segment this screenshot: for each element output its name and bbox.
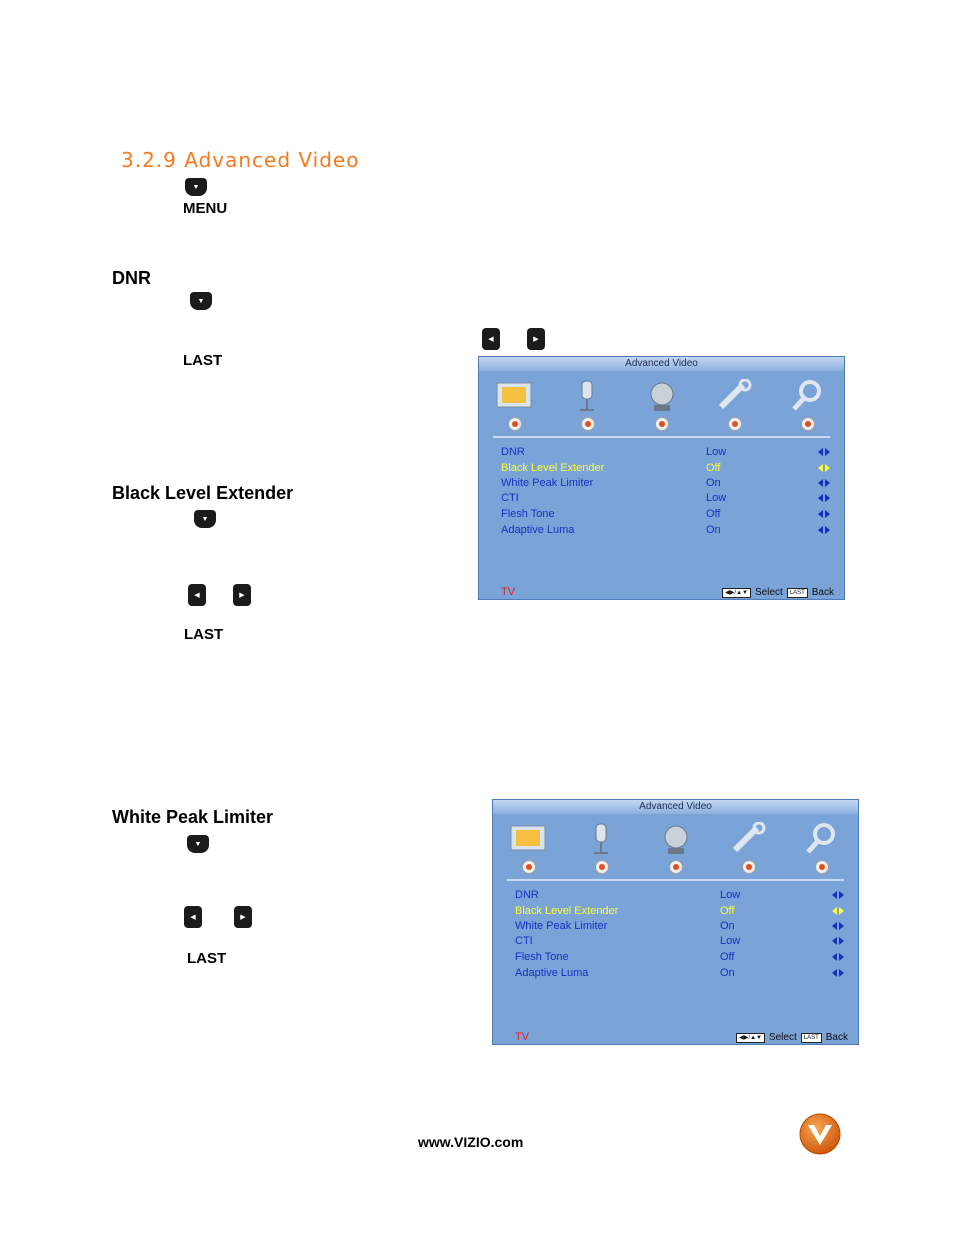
nav-key-icon: ◀▶/▲▼ <box>736 1033 765 1043</box>
menu-label: MENU <box>183 200 228 217</box>
wpl-heading: White Peak Limiter <box>112 807 274 827</box>
right-button-icon: ▶ <box>234 906 252 928</box>
osd-indicator <box>580 860 624 874</box>
osd-row-cti: CTI Low <box>515 935 844 950</box>
audio-icon <box>566 379 610 413</box>
osd-hint <box>736 1032 848 1043</box>
ble-last-label: LAST <box>184 626 224 643</box>
left-right-arrow-icon <box>818 448 830 456</box>
last-key-icon: LAST <box>787 588 808 598</box>
osd-input-label: TV <box>515 1031 530 1043</box>
osd-indicator <box>493 417 537 431</box>
dnr-heading: DNR <box>112 268 151 288</box>
osd-back-label: Back <box>811 587 834 598</box>
left-right-arrow-icon <box>832 937 844 945</box>
down-button-icon: ▼ <box>190 292 212 310</box>
osd-input-label: TV <box>501 586 516 598</box>
left-right-arrow-icon <box>832 953 844 961</box>
osd-hint <box>722 587 834 598</box>
setup-wrench-icon <box>713 379 757 413</box>
down-button-icon: ▼ <box>187 835 209 853</box>
down-button-icon: ▼ <box>194 510 216 528</box>
osd-title: Advanced Video <box>493 800 858 814</box>
left-right-arrow-icon <box>818 494 830 502</box>
osd-row-white-peak-limiter: White Peak Limiter On <box>501 477 830 492</box>
right-button-icon: ▶ <box>527 328 545 350</box>
wpl-last-label: LAST <box>187 950 227 967</box>
tv-antenna-icon <box>654 822 698 856</box>
osd-row-black-level-extender: Black Level Extender Off <box>501 462 830 477</box>
search-icon <box>800 822 844 856</box>
osd-title: Advanced Video <box>479 357 844 371</box>
osd-row-flesh-tone: Flesh Tone Off <box>501 508 830 523</box>
osd-screenshot-advanced-video <box>478 356 845 600</box>
left-right-arrow-icon <box>818 526 830 534</box>
osd-footer <box>493 1030 858 1044</box>
dnr-last-label: LAST <box>183 352 223 369</box>
right-button-icon: ▶ <box>233 584 251 606</box>
left-button-icon: ◀ <box>184 906 202 928</box>
osd-row-adaptive-luma: Adaptive Luma On <box>515 967 844 982</box>
osd-select-label: Select <box>768 1032 797 1043</box>
osd-row-black-level-extender: Black Level Extender Off <box>515 905 844 920</box>
left-button-icon: ◀ <box>482 328 500 350</box>
osd-indicator <box>713 417 757 431</box>
left-right-arrow-icon <box>818 464 830 472</box>
osd-indicator <box>566 417 610 431</box>
osd-indicator <box>507 860 551 874</box>
osd-divider <box>493 436 830 438</box>
osd-indicator <box>654 860 698 874</box>
osd-row-cti: CTI Low <box>501 492 830 507</box>
left-right-arrow-icon <box>818 510 830 518</box>
osd-indicator <box>786 417 830 431</box>
osd-indicator <box>800 860 844 874</box>
ble-heading: Black Level Extender <box>112 483 294 503</box>
osd-row-dnr: DNR Low <box>515 889 844 904</box>
down-button-icon: ▼ <box>185 178 207 196</box>
vizio-logo-icon <box>798 1112 842 1161</box>
nav-key-icon: ◀▶/▲▼ <box>722 588 751 598</box>
audio-icon <box>580 822 624 856</box>
left-right-arrow-icon <box>818 479 830 487</box>
osd-row-flesh-tone: Flesh Tone Off <box>515 951 844 966</box>
osd-back-label: Back <box>825 1032 848 1043</box>
osd-screenshot-advanced-video-2 <box>492 799 859 1045</box>
setup-wrench-icon <box>727 822 771 856</box>
search-icon <box>786 379 830 413</box>
osd-indicator <box>640 417 684 431</box>
osd-row-adaptive-luma: Adaptive Luma On <box>501 524 830 539</box>
osd-icon-bar <box>507 822 844 858</box>
left-right-arrow-icon <box>832 969 844 977</box>
tv-antenna-icon <box>640 379 684 413</box>
last-key-icon: LAST <box>801 1033 822 1043</box>
left-right-arrow-icon <box>832 907 844 915</box>
osd-icon-bar <box>493 379 830 415</box>
left-button-icon: ◀ <box>188 584 206 606</box>
picture-icon <box>507 822 551 856</box>
footer-url: www.VIZIO.com <box>418 1134 524 1150</box>
osd-select-label: Select <box>754 587 783 598</box>
picture-icon <box>493 379 537 413</box>
osd-footer <box>479 585 844 599</box>
section-title: 3.2.9 Advanced Video <box>121 148 360 172</box>
osd-row-white-peak-limiter: White Peak Limiter On <box>515 920 844 935</box>
osd-indicator <box>727 860 771 874</box>
left-right-arrow-icon <box>832 922 844 930</box>
osd-row-dnr: DNR Low <box>501 446 830 461</box>
osd-divider <box>507 879 844 881</box>
left-right-arrow-icon <box>832 891 844 899</box>
